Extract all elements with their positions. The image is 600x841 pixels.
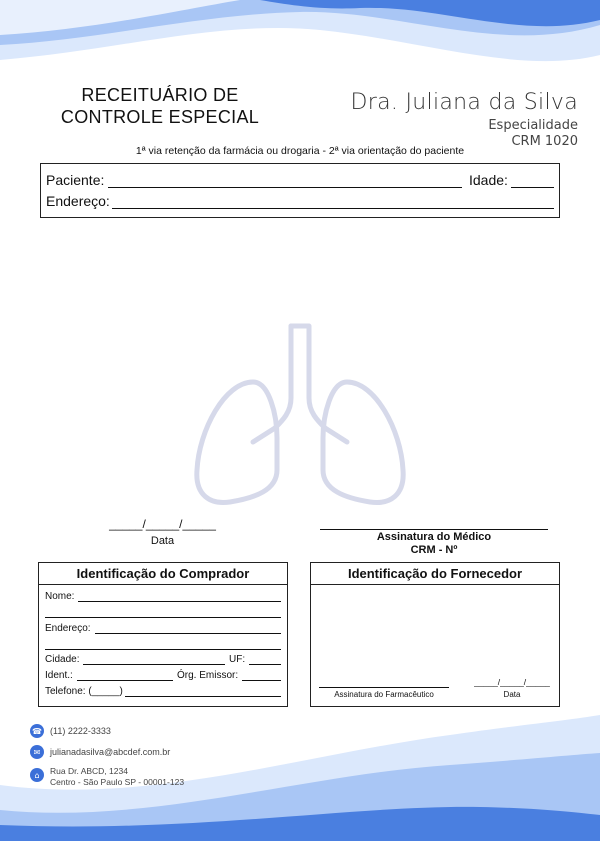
buyer-divider: [39, 584, 287, 585]
via-note: 1ª via retenção da farmácia ou drogaria - 2ª via orientação do paciente: [135, 145, 465, 157]
age-label: Idade:: [469, 172, 508, 188]
buyer-heading: Identificação do Comprador: [76, 566, 250, 581]
buyer-name-line-2[interactable]: [45, 617, 281, 618]
buyer-ident-label: Ident.:: [45, 670, 73, 681]
buyer-address-label: Endereço:: [45, 623, 91, 634]
buyer-phone-label: Telefone: (_____): [45, 686, 123, 697]
buyer-uf-label: UF:: [229, 654, 246, 665]
doctor-name: Dra. Juliana da Silva: [350, 90, 578, 115]
buyer-city-field[interactable]: [83, 654, 225, 665]
buyer-city-label: Cidade:: [45, 654, 80, 665]
patient-box: [40, 163, 560, 218]
contact-phone: [30, 724, 111, 738]
specialty: Especialidade: [488, 118, 578, 133]
crm-label: CRM - Nº: [410, 544, 458, 556]
address-field[interactable]: [112, 194, 554, 209]
doctor-signature-line[interactable]: [320, 529, 548, 530]
buyer-uf-field[interactable]: [249, 654, 281, 665]
contact-email: [30, 745, 170, 759]
pharmacist-signature-line[interactable]: [319, 687, 449, 688]
pharmacist-signature-label: Assinatura do Farmacêutico: [334, 690, 434, 699]
buyer-address-line-2[interactable]: [45, 649, 281, 650]
phone-icon: ☎: [30, 724, 44, 738]
buyer-issuer-field[interactable]: [242, 670, 281, 681]
supplier-heading: Identificação do Fornecedor: [347, 566, 523, 581]
address-label: Endereço:: [46, 193, 110, 209]
document-title: [40, 84, 280, 128]
contact-address: [30, 766, 184, 788]
buyer-box: [38, 562, 288, 707]
email-text: julianadasilva@abcdef.com.br: [50, 747, 171, 757]
age-field[interactable]: [511, 173, 554, 188]
date-slots[interactable]: _____/_____/_____: [109, 517, 216, 531]
buyer-address-field[interactable]: [95, 623, 281, 634]
address-line-1: Rua Dr. ABCD, 1234: [50, 766, 128, 776]
address-line-2: Centro - São Paulo SP - 00001-123: [50, 777, 185, 787]
supplier-divider: [311, 584, 559, 585]
patient-field[interactable]: [108, 173, 462, 188]
date-label: Data: [150, 535, 175, 547]
email-icon: ✉: [30, 745, 44, 759]
buyer-phone-field[interactable]: [125, 686, 281, 697]
title-line-1: RECEITUÁRIO DE: [81, 85, 239, 105]
title-line-2: CONTROLE ESPECIAL: [60, 107, 260, 127]
supplier-date-slots[interactable]: _____/_____/_____: [474, 677, 550, 687]
lungs-watermark-icon: [185, 320, 415, 515]
patient-label: Paciente:: [46, 172, 105, 188]
buyer-issuer-label: Órg. Emissor:: [177, 670, 239, 681]
top-wave-decoration: [0, 0, 600, 90]
supplier-box: [310, 562, 560, 707]
supplier-date-label: Data: [503, 690, 521, 699]
crm-number: CRM 1020: [511, 134, 578, 149]
home-icon: ⌂: [30, 768, 44, 782]
buyer-name-label: Nome:: [45, 591, 75, 602]
doctor-signature-label: Assinatura do Médico: [376, 531, 492, 543]
buyer-name-field[interactable]: [78, 591, 281, 602]
buyer-ident-field[interactable]: [77, 670, 173, 681]
phone-text: (11) 2222-3333: [50, 726, 111, 736]
